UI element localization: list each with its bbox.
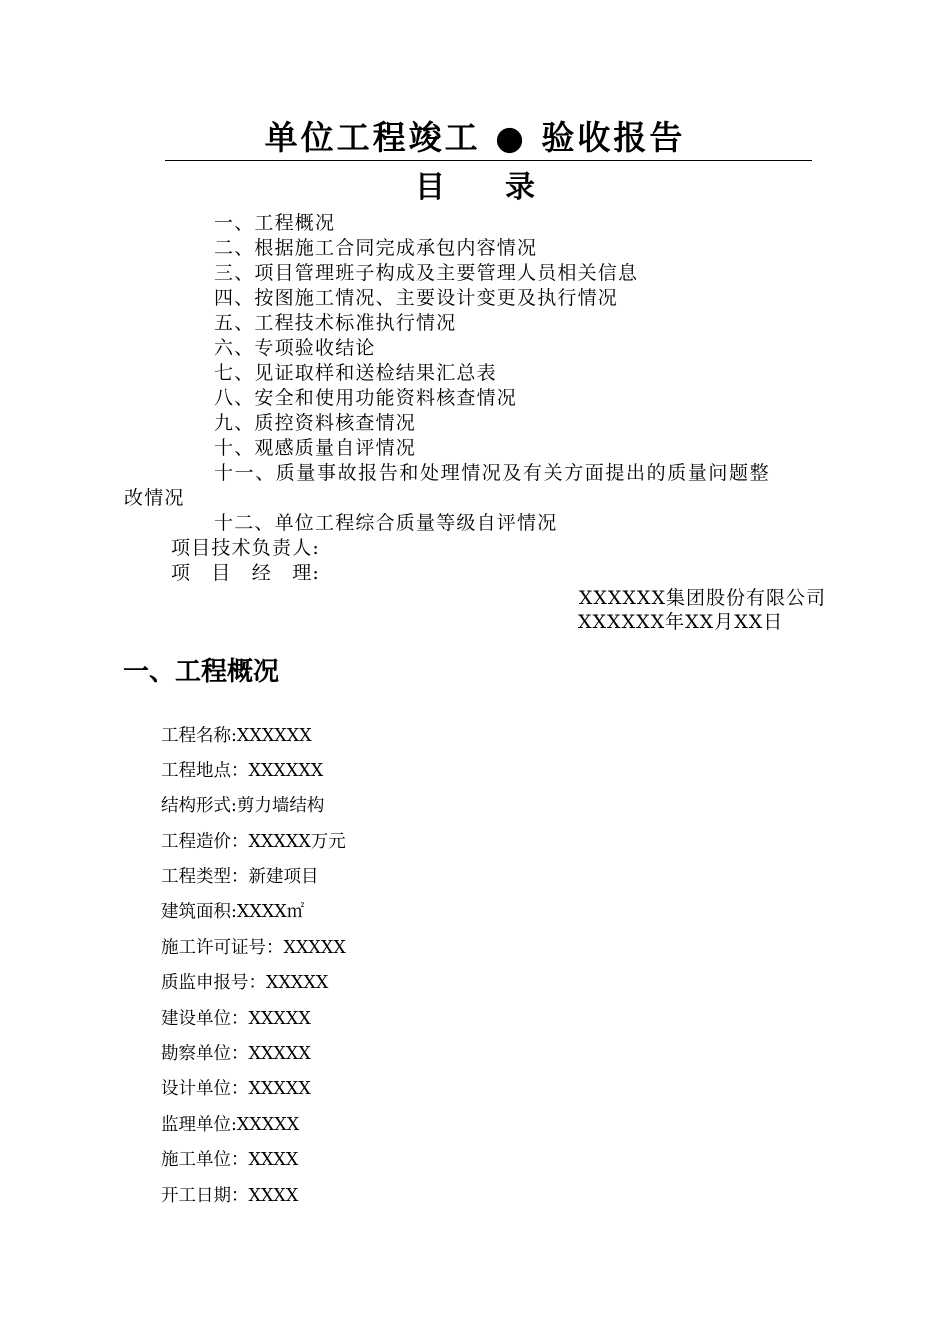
info-item: 开工日期：XXXX <box>161 1186 299 1206</box>
report-date: XXXXXX年XX月XX日 <box>578 611 784 633</box>
toc-item: 一、工程概况 <box>214 212 336 234</box>
toc-item: 二、根据施工合同完成承包内容情况 <box>214 237 538 259</box>
toc-item: 五、工程技术标准执行情况 <box>214 312 457 334</box>
info-item: 工程地点：XXXXXX <box>161 761 324 781</box>
tech-lead-label: 项目技术负责人: <box>171 537 321 559</box>
info-item: 设计单位：XXXXX <box>161 1079 311 1099</box>
info-item: 工程名称:XXXXXX <box>161 726 312 746</box>
info-item: 施工许可证号：XXXXX <box>161 938 346 958</box>
info-item: 监理单位:XXXXX <box>161 1115 300 1135</box>
toc-item: 十二、单位工程综合质量等级自评情况 <box>214 512 558 534</box>
info-item: 勘察单位：XXXXX <box>161 1044 311 1064</box>
info-item: 质监申报号：XXXXX <box>161 973 329 993</box>
info-item: 施工单位：XXXX <box>161 1150 299 1170</box>
toc-item: 八、安全和使用功能资料核查情况 <box>214 387 518 409</box>
info-item: 工程类型：新建项目 <box>161 867 319 887</box>
info-item: 建筑面积:XXXX㎡ <box>161 902 305 922</box>
info-item: 工程造价：XXXXX万元 <box>161 832 346 852</box>
info-item: 结构形式:剪力墙结构 <box>161 796 325 816</box>
toc-item-continuation: 改情况 <box>124 487 185 509</box>
toc-item: 六、专项验收结论 <box>214 337 376 359</box>
info-item: 建设单位：XXXXX <box>161 1009 311 1029</box>
toc-item: 十一、质量事故报告和处理情况及有关方面提出的质量问题整 <box>214 462 771 484</box>
toc-item: 三、项目管理班子构成及主要管理人员相关信息 <box>214 262 639 284</box>
toc-item: 九、质控资料核查情况 <box>214 412 417 434</box>
report-title: 单位工程竣工 ● 验收报告 <box>264 118 686 157</box>
section-heading: 一、工程概况 <box>123 657 280 687</box>
toc-item: 十、观感质量自评情况 <box>214 437 417 459</box>
toc-item: 七、见证取样和送检结果汇总表 <box>214 362 497 384</box>
company-name: XXXXXX集团股份有限公司 <box>578 587 826 609</box>
project-manager-label: 项 目 经 理: <box>171 562 321 584</box>
title-underline <box>165 160 812 161</box>
toc-heading: 目 录 <box>415 170 535 205</box>
toc-item: 四、按图施工情况、主要设计变更及执行情况 <box>214 287 619 309</box>
